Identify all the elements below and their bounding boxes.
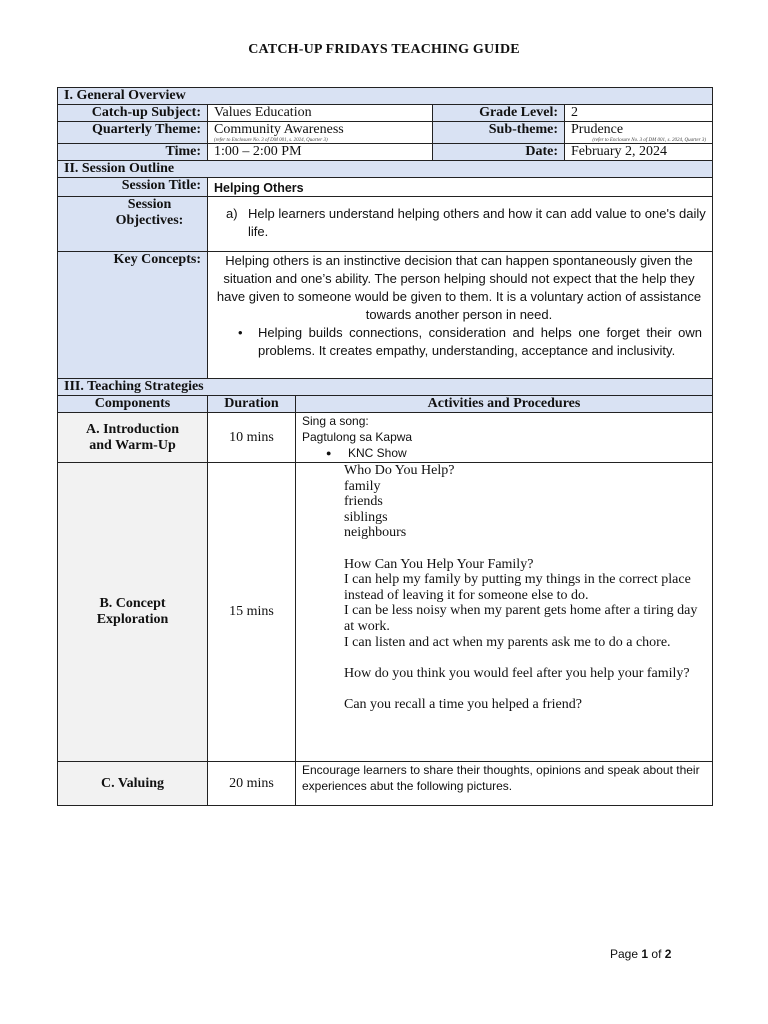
concept-line: How Can You Help Your Family? [344, 556, 534, 572]
intro-duration: 10 mins [208, 413, 296, 463]
theme-value: Community Awareness [214, 122, 344, 137]
valuing-activities: Encourage learners to share their thoughts, opinions and speak about their experiences abut the following pictures. [296, 762, 713, 806]
intro-component-line1: A. Introduction [85, 421, 180, 437]
concept-line: Who Do You Help? [344, 463, 455, 478]
page-of: of [651, 947, 662, 961]
intro-line1: Sing a song: [302, 414, 369, 428]
subtheme-value: Prudence [571, 122, 624, 137]
concept-line: friends [344, 494, 383, 510]
key-concepts-label: Key Concepts: [58, 252, 208, 379]
col-activities: Activities and Procedures [296, 396, 713, 413]
grade-label: Grade Level: [433, 105, 565, 122]
key-concepts-cell [208, 252, 713, 379]
key-concepts-paragraph: Helping others is an instinctive decision that can happen spontaneously given the situation and one’s ability. The person helping should not expect that the help they have given to someone would be given to them. It is a voluntary action of assistance towards another person in need. [216, 253, 702, 322]
valuing-component: C. Valuing [58, 762, 208, 806]
concept-line: family [344, 478, 381, 494]
concept-component-line1: B. Concept [99, 596, 166, 611]
key-concepts-bullet [214, 324, 704, 360]
objectives-label [58, 197, 208, 252]
grade-value: 2 [565, 105, 713, 122]
time-label: Time: [58, 144, 208, 161]
subtheme-note: (refer to Enclosure No. 3 of DM 001, s. 2024, Quarter 3) [592, 138, 706, 143]
section-session-outline: II. Session Outline [58, 161, 713, 178]
concept-component [58, 463, 208, 762]
intro-bullet [302, 445, 706, 461]
concept-line [344, 650, 704, 666]
col-duration: Duration [208, 396, 296, 413]
intro-component [58, 413, 208, 463]
document-title: CATCH-UP FRIDAYS TEACHING GUIDE [248, 42, 520, 57]
concept-line: I can listen and act when my parents ask me to do a chore. [344, 634, 671, 650]
section-general-overview: I. General Overview [58, 88, 713, 105]
concept-line: How do you think you would feel after you help your family? [344, 665, 690, 681]
theme-note: (refer to Enclosure No. 3 of DM 001, s. 2024, Quarter 3) [214, 138, 328, 143]
subject-value: Values Education [208, 105, 433, 122]
theme-label: Quarterly Theme: [58, 122, 208, 144]
theme-cell [208, 122, 433, 144]
objectives-label-line2: Objectives: [115, 213, 184, 228]
subtheme-label: Sub-theme: [433, 122, 565, 144]
time-value: 1:00 – 2:00 PM [208, 144, 433, 161]
session-title-value: Helping Others [208, 178, 713, 197]
objective-marker: a) [226, 206, 238, 221]
concept-line: I can help my family by putting my things in the correct place instead of leaving it for someone else to do. [344, 572, 691, 603]
concept-line: Can you recall a time you helped a friend? [344, 696, 582, 712]
key-concepts-bullet-text: Helping builds connections, consideration and helps one forget their own problems. It creates empathy, understanding, acceptance and inclusivity. [258, 325, 702, 358]
section-teaching-strategies: III. Teaching Strategies [58, 379, 713, 396]
concept-list [296, 463, 712, 713]
teaching-guide-table [57, 87, 713, 806]
concept-line: neighbours [344, 525, 407, 541]
date-label: Date: [433, 144, 565, 161]
objective-text: Help learners understand helping others and how it can add value to one's daily life. [248, 206, 706, 239]
concept-activities [296, 463, 713, 762]
bullet-icon: • [238, 325, 243, 340]
objectives-cell [208, 197, 713, 252]
concept-line: siblings [344, 509, 388, 525]
intro-component-line2: and Warm-Up [89, 437, 176, 453]
page-word: Page [610, 947, 639, 961]
concept-line [344, 541, 704, 557]
col-components: Components [58, 396, 208, 413]
objective-item [208, 197, 712, 245]
session-title-label: Session Title: [58, 178, 208, 197]
intro-activities [296, 413, 713, 463]
subject-label: Catch-up Subject: [58, 105, 208, 122]
valuing-duration: 20 mins [208, 762, 296, 806]
page-current: 1 [641, 947, 649, 961]
concept-line [344, 681, 704, 697]
concept-duration: 15 mins [208, 463, 296, 762]
intro-bullet-text: KNC Show [348, 446, 407, 460]
concept-line: I can be less noisy when my parent gets home after a tiring day at work. [344, 603, 698, 634]
date-value: February 2, 2024 [565, 144, 713, 161]
concept-component-line2: Exploration [96, 612, 169, 627]
bullet-icon: ● [326, 448, 332, 458]
page-number [610, 947, 671, 961]
page-total: 2 [664, 947, 672, 961]
subtheme-cell [565, 122, 713, 144]
objectives-label-line1: Session [127, 197, 172, 212]
intro-line2: Pagtulong sa Kapwa [302, 430, 413, 444]
